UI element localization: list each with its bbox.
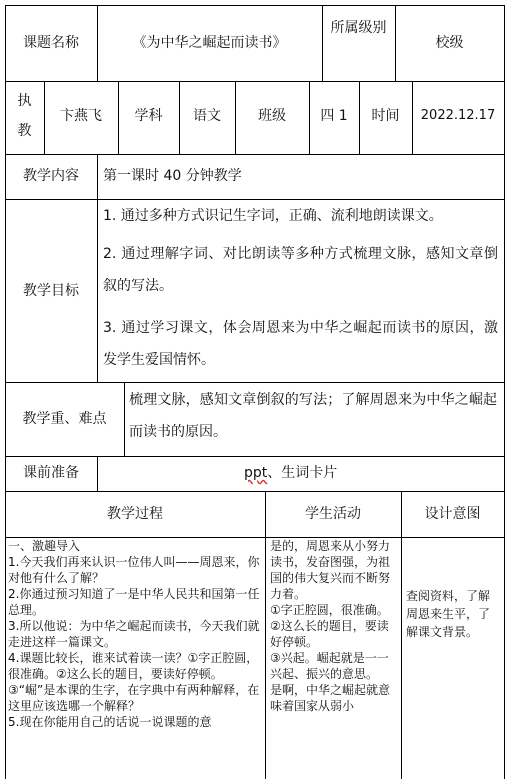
col-divider — [97, 154, 98, 382]
table-border-top — [5, 5, 504, 6]
row-divider — [5, 154, 504, 155]
teacher-label: 执教 — [17, 93, 32, 139]
col-divider — [265, 491, 266, 779]
prep-ppt: ppt — [244, 465, 268, 481]
process-header: 教学过程 — [107, 506, 163, 522]
subject-value: 语文 — [193, 108, 221, 124]
table-border-right — [504, 5, 505, 779]
design-text: 查阅资料，了解周恩来生平，了解课文背景。 — [406, 589, 491, 639]
class-value: 四 1 — [320, 108, 348, 124]
row-divider — [5, 81, 504, 82]
key-points-value: 梳理文脉，感知文章倒叙的写法；了解周恩来为中华之崛起而读书的原因。 — [129, 392, 497, 440]
col-divider — [401, 491, 402, 779]
grade-label: 所属级别 — [330, 20, 387, 36]
time-label: 时间 — [371, 108, 400, 124]
prep-label: 课前准备 — [23, 465, 79, 481]
class-label: 班级 — [258, 108, 286, 124]
subject-label: 学科 — [134, 108, 163, 124]
goal-item: 1. 通过多种方式识记生字词，正确、流利地朗读课文。 — [103, 208, 443, 224]
process-text: 一、激趣导入 1.今天我们再来认识一位伟人叫——周恩来，你对他有什么了解？ 2.你通过预习知道了一是中华人民共和国第一任总理。 3.所以他说：为中华之崛起而读书，今天我们就走进这样一篇课文。 4.课题比较长，谁来试着读一读？①字正腔圆，很准确。②这么长的题目，要读好停顿。 ③“崛”是本课的生字，在字典中有两种解释，在这里应该选哪一个解释？ 5.现在你能用自己的话说一说课题的意 — [8, 539, 260, 729]
row-divider — [5, 491, 504, 492]
goal-item: 2. 通过理解字词、对比朗读等多种方式梳理文脉，感知文章倒叙的写法。 — [103, 246, 498, 294]
teacher-value: 卞燕飞 — [60, 108, 102, 124]
goal-item: 3. 通过学习课文，体会周恩来为中华之崛起而读书的原因，激发学生爱国情怀。 — [103, 320, 498, 368]
design-header: 设计意图 — [424, 506, 481, 522]
topic-value: 《为中华之崛起而读书》 — [132, 35, 287, 51]
content-label: 教学内容 — [23, 168, 79, 184]
time-value: 2022.12.17 — [420, 108, 496, 123]
row-divider — [5, 456, 504, 457]
topic-label: 课题名称 — [23, 35, 79, 51]
prep-rest: 、生词卡片 — [267, 465, 338, 481]
row-divider — [5, 382, 504, 383]
content-value: 第一课时 40 分钟教学 — [103, 168, 242, 184]
student-header: 学生活动 — [305, 506, 361, 522]
student-text: 是的，周恩来从小努力读书，发奋图强，为祖国的伟大复兴而不断努力着。 ①字正腔圆，很准确。 ②这么长的题目，要读好停顿。 ③兴起。崛起就是一一兴起、振兴的意思。 是啊，中华之崛起就意味着国家从弱小 — [270, 539, 391, 713]
col-divider — [124, 382, 125, 456]
grade-value: 校级 — [435, 35, 464, 51]
col-divider — [97, 456, 98, 491]
prep-value — [244, 463, 337, 483]
key-points-label: 教学重、难点 — [22, 411, 107, 427]
goals-label: 教学目标 — [23, 283, 79, 299]
